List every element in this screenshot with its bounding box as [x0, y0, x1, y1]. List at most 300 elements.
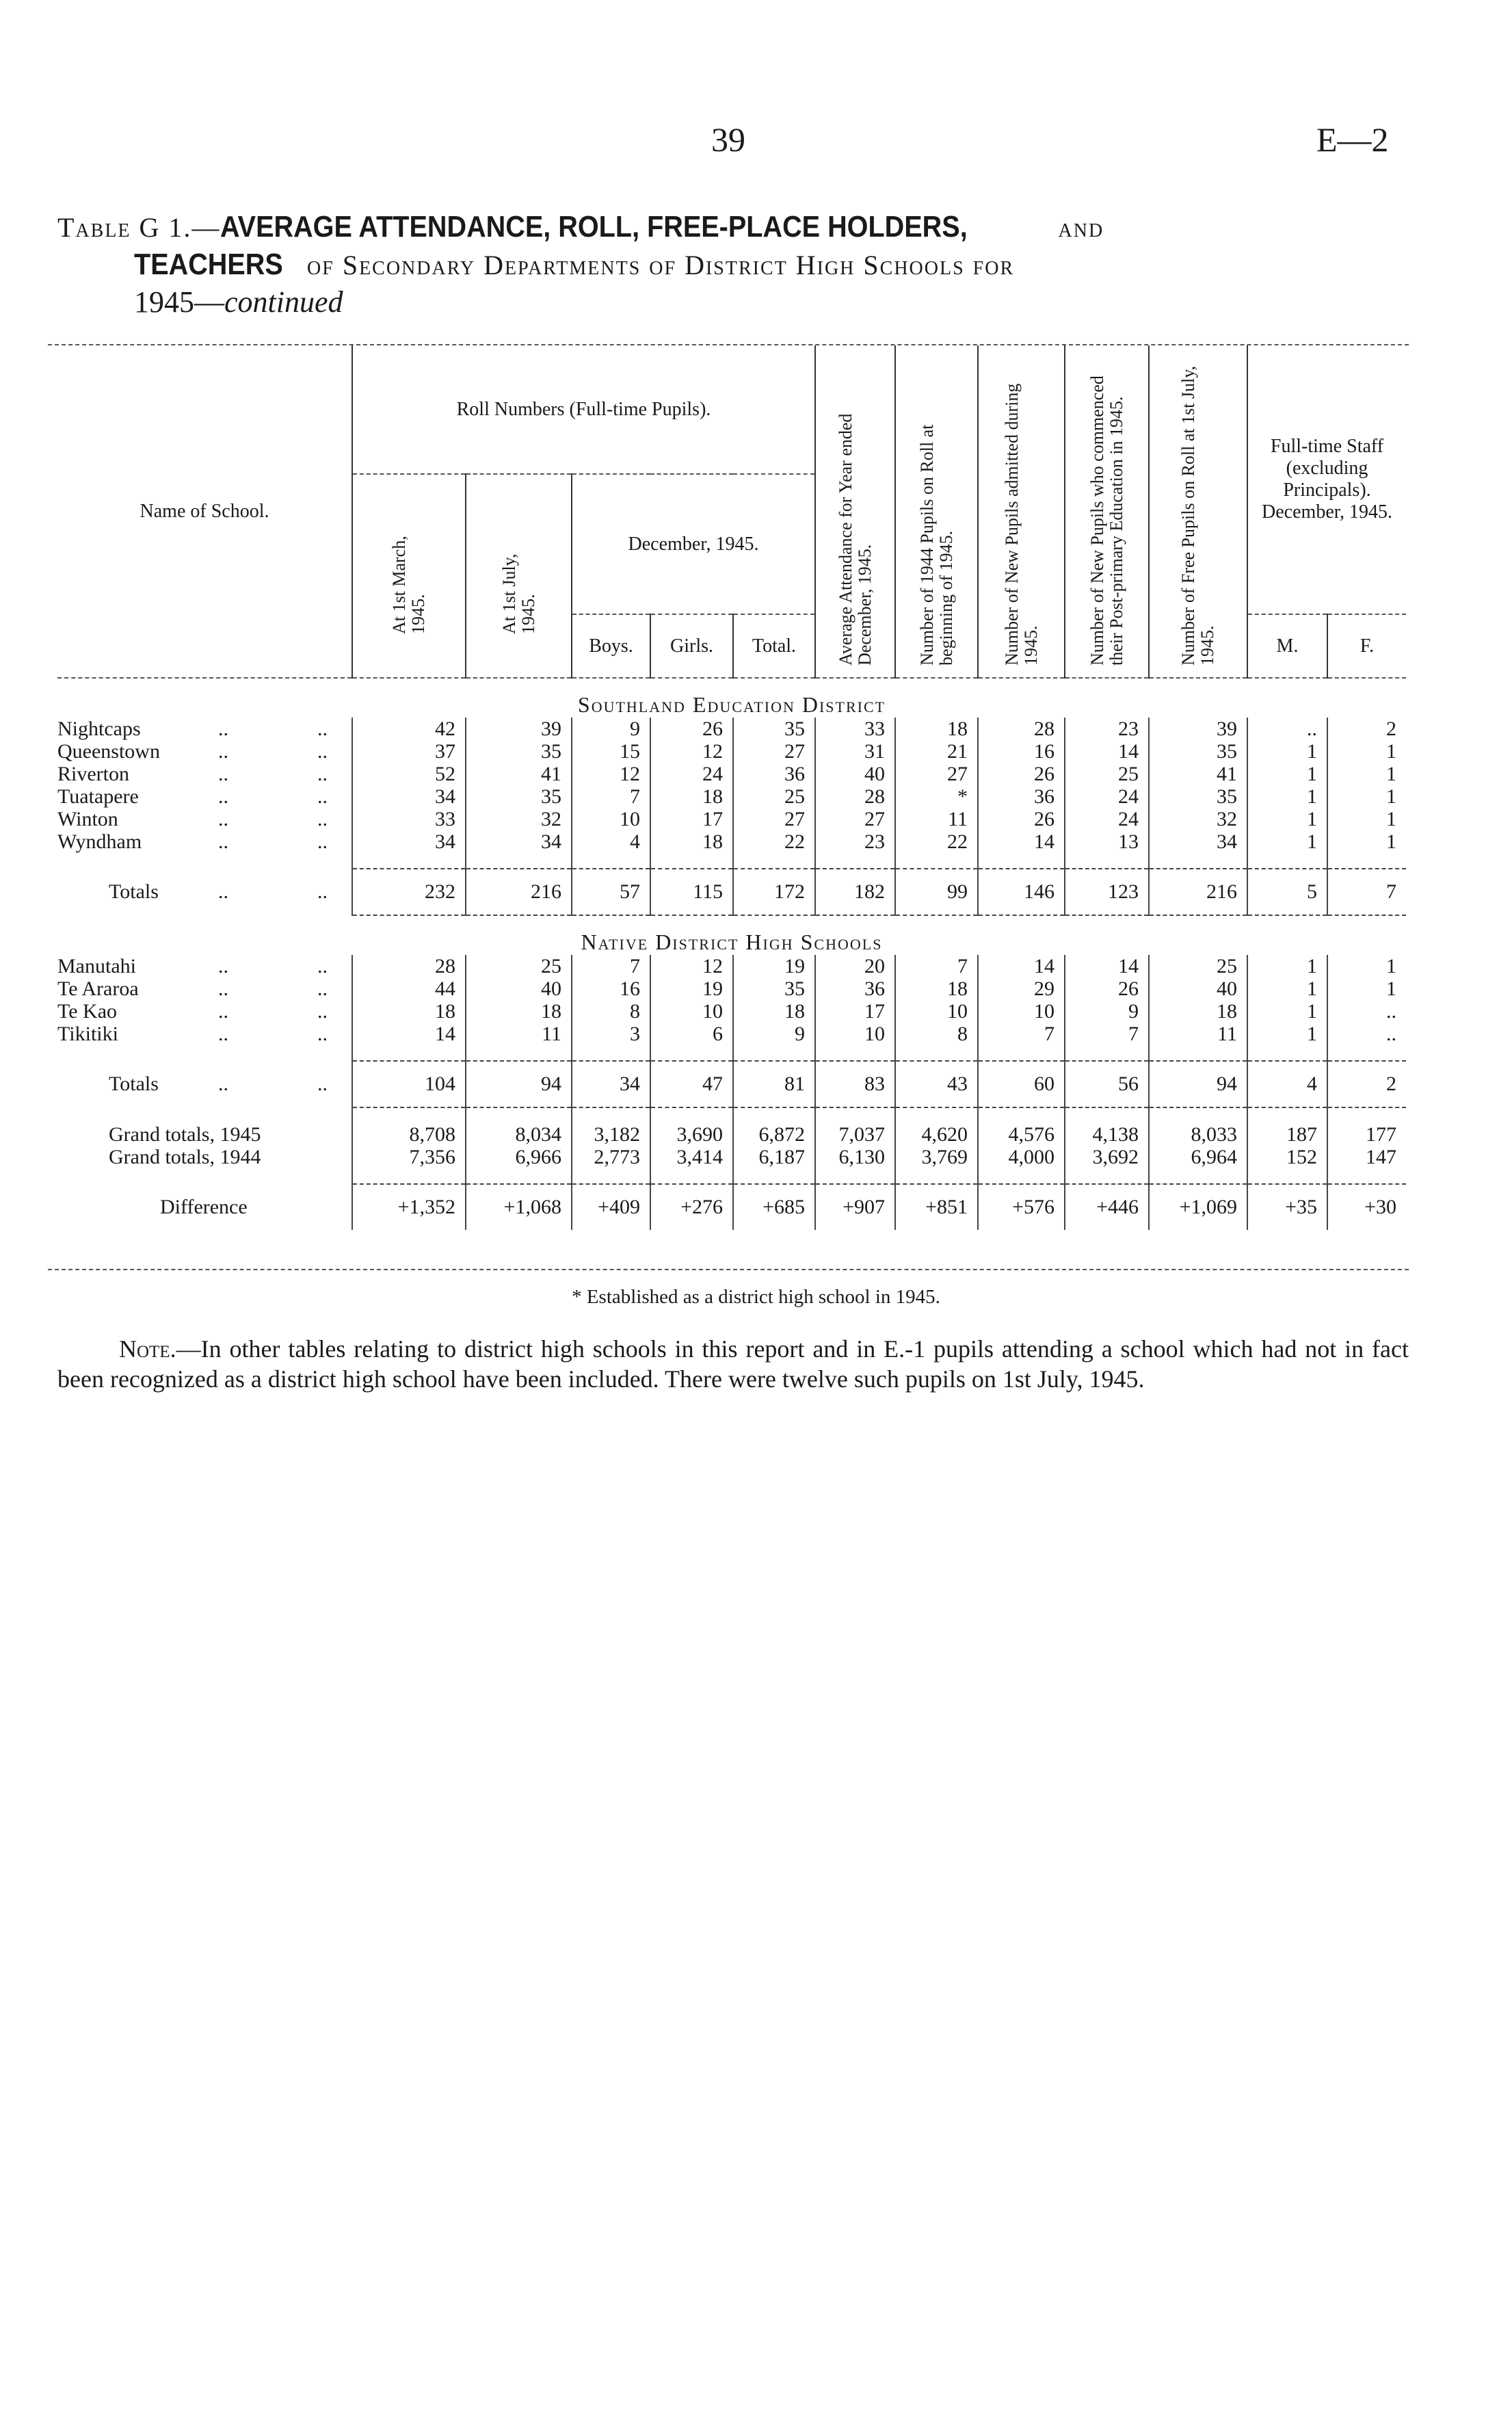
leader-dots: .. — [218, 1023, 228, 1045]
school-name: Riverton — [57, 763, 129, 785]
spacer — [1327, 1107, 1406, 1123]
cell-value: 14 — [1065, 740, 1149, 763]
cell-value: 1 — [1327, 830, 1406, 853]
header-boys: Boys. — [572, 614, 650, 678]
spacer — [572, 1045, 650, 1061]
row-label — [57, 1061, 352, 1107]
row-label — [57, 1023, 352, 1045]
cell-value: 25 — [1149, 955, 1247, 977]
cell-value: 11 — [1149, 1023, 1247, 1045]
cell-value: 24 — [1065, 785, 1149, 808]
cell-value: 33 — [815, 718, 895, 740]
cell-value: 1 — [1247, 763, 1327, 785]
series-code: E—2 — [1316, 120, 1389, 159]
header-full-time-staff: Full-time Staff (excluding Principals). December, 1945. — [1247, 345, 1406, 614]
cell-value: 43 — [895, 1061, 978, 1107]
spacer — [650, 1168, 733, 1184]
cell-value: 32 — [1149, 808, 1247, 830]
cell-value: 6,872 — [733, 1123, 815, 1146]
leader-dots: .. — [317, 977, 328, 1000]
cell-value: 39 — [1149, 718, 1247, 740]
cell-value: 9 — [733, 1023, 815, 1045]
cell-value: 2 — [1327, 1061, 1406, 1107]
cell-value: 28 — [815, 785, 895, 808]
table-row — [57, 740, 1406, 763]
cell-value: 18 — [895, 718, 978, 740]
leader-dots: .. — [317, 740, 328, 763]
header-total: Total. — [733, 614, 815, 678]
cell-value: 18 — [1149, 1000, 1247, 1023]
cell-value: 18 — [466, 1000, 572, 1023]
cell-value: 14 — [352, 1023, 466, 1045]
cell-value: 8,034 — [466, 1123, 572, 1146]
row-label — [57, 955, 352, 977]
row-label — [57, 808, 352, 830]
cell-value: 1 — [1327, 955, 1406, 977]
cell-value: 56 — [1065, 1061, 1149, 1107]
spacer — [895, 853, 978, 869]
cell-value: 94 — [1149, 1061, 1247, 1107]
cell-value: 1 — [1327, 808, 1406, 830]
row-label — [57, 785, 352, 808]
spacer — [815, 1045, 895, 1061]
spacer — [1149, 1045, 1247, 1061]
cell-value: 12 — [650, 955, 733, 977]
spacer — [1327, 853, 1406, 869]
title-year: 1945— — [134, 285, 224, 319]
cell-value: 10 — [572, 808, 650, 830]
cell-value: 28 — [352, 955, 466, 977]
cell-value: 99 — [895, 869, 978, 915]
grand-totals-row — [57, 1146, 1406, 1168]
cell-value: 24 — [650, 763, 733, 785]
cell-value: 35 — [1149, 785, 1247, 808]
cell-value: 18 — [895, 977, 978, 1000]
cell-value: 4 — [572, 830, 650, 853]
spacer — [466, 1107, 572, 1123]
cell-value: 10 — [815, 1023, 895, 1045]
cell-value: 6,966 — [466, 1146, 572, 1168]
spacer — [1149, 853, 1247, 869]
spacer — [352, 1045, 466, 1061]
cell-value: +1,352 — [352, 1184, 466, 1230]
cell-value: 35 — [733, 718, 815, 740]
cell-value: 123 — [1065, 869, 1149, 915]
header-1944-pupils: Number of 1944 Pupils on Roll at beginning of 1945. — [916, 424, 956, 666]
cell-value: +446 — [1065, 1184, 1149, 1230]
header-new-pupils: Number of New Pupils admitted during 1945. — [1001, 383, 1041, 666]
totals-row — [57, 869, 1406, 915]
cell-value: 1 — [1327, 977, 1406, 1000]
table-title — [57, 209, 1411, 321]
leader-dots: .. — [317, 808, 328, 830]
cell-value: 35 — [733, 977, 815, 1000]
cell-value: 187 — [1247, 1123, 1327, 1146]
cell-value: 1 — [1327, 785, 1406, 808]
title-and: and — [1058, 212, 1104, 243]
spacer — [466, 853, 572, 869]
cell-value: 4,000 — [978, 1146, 1065, 1168]
leader-dots: .. — [317, 1073, 328, 1095]
cell-value: 18 — [733, 1000, 815, 1023]
cell-value: +685 — [733, 1184, 815, 1230]
cell-value: 8,708 — [352, 1123, 466, 1146]
leader-dots: .. — [317, 1023, 328, 1045]
cell-value: 37 — [352, 740, 466, 763]
cell-value: 25 — [466, 955, 572, 977]
cell-value: 29 — [978, 977, 1065, 1000]
cell-value: +35 — [1247, 1184, 1327, 1230]
spacer — [733, 1168, 815, 1184]
school-name: Totals — [109, 880, 159, 903]
cell-value: 25 — [1065, 763, 1149, 785]
cell-value: 9 — [1065, 1000, 1149, 1023]
table-row — [57, 955, 1406, 977]
spacer — [650, 853, 733, 869]
cell-value: +409 — [572, 1184, 650, 1230]
cell-value: +851 — [895, 1184, 978, 1230]
cell-value: +30 — [1327, 1184, 1406, 1230]
spacer — [895, 1168, 978, 1184]
cell-value: 21 — [895, 740, 978, 763]
spacer — [1327, 1045, 1406, 1061]
cell-value: 83 — [815, 1061, 895, 1107]
spacer — [978, 1168, 1065, 1184]
spacer — [1247, 853, 1327, 869]
spacer — [978, 1045, 1065, 1061]
leader-dots: .. — [317, 1000, 328, 1023]
cell-value: .. — [1327, 1023, 1406, 1045]
header-roll-numbers: Roll Numbers (Full-time Pupils). — [352, 345, 815, 474]
school-name: Winton — [57, 808, 118, 830]
cell-value: 4,620 — [895, 1123, 978, 1146]
leader-dots: .. — [317, 880, 328, 903]
totals-row — [57, 1061, 1406, 1107]
cell-value: 81 — [733, 1061, 815, 1107]
cell-value: 47 — [650, 1061, 733, 1107]
leader-dots: .. — [317, 955, 328, 977]
spacer — [733, 853, 815, 869]
cell-value: +276 — [650, 1184, 733, 1230]
leader-dots: .. — [218, 785, 228, 808]
row-label — [57, 1000, 352, 1023]
rule-row — [57, 853, 1406, 869]
title-bold-2: TEACHERS — [134, 248, 283, 281]
cell-value: 4 — [1247, 1061, 1327, 1107]
section-heading — [57, 678, 1406, 718]
cell-value: 6,130 — [815, 1146, 895, 1168]
leader-dots: .. — [317, 785, 328, 808]
cell-value: +1,068 — [466, 1184, 572, 1230]
cell-value: 10 — [895, 1000, 978, 1023]
cell-value: 3,769 — [895, 1146, 978, 1168]
spacer — [978, 853, 1065, 869]
note-label: Note. — [119, 1335, 176, 1363]
table-bottom-rule — [48, 1269, 1409, 1270]
row-label — [57, 830, 352, 853]
cell-value: 26 — [1065, 977, 1149, 1000]
leader-dots: .. — [218, 955, 228, 977]
cell-value: 8,033 — [1149, 1123, 1247, 1146]
section-heading — [57, 915, 1406, 955]
cell-value: 32 — [466, 808, 572, 830]
cell-value: 1 — [1247, 830, 1327, 853]
table-row — [57, 785, 1406, 808]
spacer — [1247, 1168, 1327, 1184]
table-row — [57, 808, 1406, 830]
cell-value: 216 — [1149, 869, 1247, 915]
cell-value: 6,187 — [733, 1146, 815, 1168]
row-label — [57, 977, 352, 1000]
row-label — [57, 763, 352, 785]
cell-value: 52 — [352, 763, 466, 785]
header-staff-m: M. — [1247, 614, 1327, 678]
spacer — [1065, 1045, 1149, 1061]
cell-value: 6 — [650, 1023, 733, 1045]
cell-value: 18 — [650, 785, 733, 808]
leader-dots: .. — [317, 718, 328, 740]
cell-value: 41 — [1149, 763, 1247, 785]
cell-value: 13 — [1065, 830, 1149, 853]
leader-dots: .. — [218, 977, 228, 1000]
spacer — [466, 1045, 572, 1061]
spacer — [1247, 1045, 1327, 1061]
cell-value: 24 — [1065, 808, 1149, 830]
header-at-1st-march: At 1st March, 1945. — [389, 536, 428, 634]
cell-value: 22 — [733, 830, 815, 853]
cell-value: 5 — [1247, 869, 1327, 915]
cell-value: 14 — [1065, 955, 1149, 977]
table-row — [57, 763, 1406, 785]
school-name: Te Kao — [57, 1000, 118, 1023]
rule-row — [57, 1107, 1406, 1123]
cell-value: 8 — [895, 1023, 978, 1045]
title-continued: continued — [224, 285, 343, 319]
cell-value: 12 — [650, 740, 733, 763]
cell-value: 40 — [466, 977, 572, 1000]
cell-value: 7 — [1065, 1023, 1149, 1045]
spacer — [57, 1168, 352, 1184]
cell-value: 7,037 — [815, 1123, 895, 1146]
table-row — [57, 1000, 1406, 1023]
cell-value: 152 — [1247, 1146, 1327, 1168]
cell-value: 1 — [1327, 763, 1406, 785]
cell-value: 18 — [650, 830, 733, 853]
cell-value: 1 — [1247, 955, 1327, 977]
leader-dots: .. — [218, 808, 228, 830]
leader-dots: .. — [218, 718, 228, 740]
leader-dots: .. — [218, 740, 228, 763]
cell-value: 36 — [815, 977, 895, 1000]
cell-value: +576 — [978, 1184, 1065, 1230]
spacer — [815, 853, 895, 869]
cell-value: 19 — [650, 977, 733, 1000]
school-name: Totals — [109, 1073, 159, 1095]
cell-value: 41 — [466, 763, 572, 785]
leader-dots: .. — [218, 880, 228, 903]
cell-value: +907 — [815, 1184, 895, 1230]
cell-value: 1 — [1247, 785, 1327, 808]
cell-value: 7 — [978, 1023, 1065, 1045]
spacer — [1065, 1107, 1149, 1123]
cell-value: 216 — [466, 869, 572, 915]
cell-value: 27 — [895, 763, 978, 785]
spacer — [57, 1107, 352, 1123]
cell-value: 44 — [352, 977, 466, 1000]
cell-value: +1,069 — [1149, 1184, 1247, 1230]
spacer — [1065, 1168, 1149, 1184]
spacer — [1149, 1107, 1247, 1123]
cell-value: 27 — [733, 808, 815, 830]
leader-dots: .. — [218, 1000, 228, 1023]
cell-value: 10 — [978, 1000, 1065, 1023]
cell-value: 34 — [466, 830, 572, 853]
spacer — [57, 1045, 352, 1061]
cell-value: 27 — [733, 740, 815, 763]
rule-row — [57, 1045, 1406, 1061]
cell-value: 10 — [650, 1000, 733, 1023]
header-average-attendance: Average Attendance for Year ended December, 1945. — [835, 413, 875, 666]
cell-value: 33 — [352, 808, 466, 830]
spacer — [57, 853, 352, 869]
spacer — [1065, 853, 1149, 869]
spacer — [895, 1045, 978, 1061]
cell-value: 94 — [466, 1061, 572, 1107]
cell-value: 15 — [572, 740, 650, 763]
cell-value: 16 — [572, 977, 650, 1000]
table-row — [57, 1023, 1406, 1045]
school-name: Grand totals, 1945 — [109, 1123, 261, 1146]
cell-value: 2,773 — [572, 1146, 650, 1168]
header-at-1st-july: At 1st July, 1945. — [499, 553, 538, 634]
cell-value: 26 — [978, 808, 1065, 830]
cell-value: 2 — [1327, 718, 1406, 740]
cell-value: 14 — [978, 830, 1065, 853]
title-rest: of Secondary Departments of District High Schools for — [307, 250, 1015, 280]
row-label — [57, 869, 352, 915]
cell-value: 27 — [815, 808, 895, 830]
row-label — [57, 718, 352, 740]
leader-dots: .. — [317, 830, 328, 853]
cell-value: 40 — [815, 763, 895, 785]
cell-value: 1 — [1247, 1023, 1327, 1045]
school-name: Te Araroa — [57, 977, 139, 1000]
spacer — [1149, 1168, 1247, 1184]
cell-value: 20 — [815, 955, 895, 977]
leader-dots: .. — [218, 830, 228, 853]
cell-value: 57 — [572, 869, 650, 915]
cell-value: 26 — [650, 718, 733, 740]
cell-value: 104 — [352, 1061, 466, 1107]
cell-value: 34 — [1149, 830, 1247, 853]
leader-dots: .. — [317, 763, 328, 785]
cell-value: 7,356 — [352, 1146, 466, 1168]
cell-value: 177 — [1327, 1123, 1406, 1146]
cell-value: 1 — [1327, 740, 1406, 763]
school-name: Tuatapere — [57, 785, 139, 808]
cell-value: .. — [1247, 718, 1327, 740]
school-name: Wyndham — [57, 830, 142, 853]
cell-value: 146 — [978, 869, 1065, 915]
cell-value: 17 — [650, 808, 733, 830]
cell-value: 19 — [733, 955, 815, 977]
cell-value: 25 — [733, 785, 815, 808]
row-label — [57, 1123, 352, 1146]
cell-value: 35 — [1149, 740, 1247, 763]
title-prefix: Table G 1.— — [57, 212, 221, 243]
cell-value: 60 — [978, 1061, 1065, 1107]
footnote: * Established as a district high school in 1945. — [572, 1286, 940, 1308]
spacer — [733, 1107, 815, 1123]
spacer — [815, 1168, 895, 1184]
school-name: Tikitiki — [57, 1023, 118, 1045]
spacer — [352, 1107, 466, 1123]
spacer — [815, 1107, 895, 1123]
cell-value: 11 — [895, 808, 978, 830]
cell-value: 3,414 — [650, 1146, 733, 1168]
note-text: —In other tables relating to district high schools in this report and in E.-1 pupils attending a school which had not in fact been recognized as a district high school have been included. There were twelve such pupils on 1st July, 1945. — [57, 1335, 1409, 1393]
header-december-1945: December, 1945. — [572, 474, 815, 614]
cell-value: 17 — [815, 1000, 895, 1023]
cell-value: 8 — [572, 1000, 650, 1023]
spacer — [352, 1168, 466, 1184]
cell-value: 172 — [733, 869, 815, 915]
cell-value: 35 — [466, 785, 572, 808]
title-bold-1: AVERAGE ATTENDANCE, ROLL, FREE-PLACE HOLDERS, — [220, 210, 968, 244]
spacer — [895, 1107, 978, 1123]
cell-value: 14 — [978, 955, 1065, 977]
spacer — [978, 1107, 1065, 1123]
header-girls: Girls. — [650, 614, 733, 678]
school-name: Nightcaps — [57, 718, 141, 740]
cell-value: 1 — [1247, 808, 1327, 830]
cell-value: 6,964 — [1149, 1146, 1247, 1168]
cell-value: 36 — [978, 785, 1065, 808]
page-number: 39 — [711, 120, 745, 159]
school-name: Difference — [160, 1195, 248, 1218]
row-label — [57, 1184, 352, 1230]
cell-value: 31 — [815, 740, 895, 763]
grand-totals-row — [57, 1123, 1406, 1146]
header-post-primary: Number of New Pupils who commenced their Post-primary Education in 1945. — [1087, 375, 1126, 666]
note-paragraph — [57, 1334, 1409, 1394]
cell-value: 7 — [895, 955, 978, 977]
cell-value: 28 — [978, 718, 1065, 740]
cell-value: 7 — [572, 955, 650, 977]
cell-value: 23 — [1065, 718, 1149, 740]
cell-value: 22 — [895, 830, 978, 853]
cell-value: 12 — [572, 763, 650, 785]
cell-value: 39 — [466, 718, 572, 740]
leader-dots: .. — [218, 1073, 228, 1095]
cell-value: .. — [1327, 1000, 1406, 1023]
cell-value: 40 — [1149, 977, 1247, 1000]
cell-value: 3,182 — [572, 1123, 650, 1146]
spacer — [733, 1045, 815, 1061]
cell-value: 1 — [1247, 977, 1327, 1000]
cell-value: 7 — [572, 785, 650, 808]
spacer — [572, 1107, 650, 1123]
cell-value: 147 — [1327, 1146, 1406, 1168]
header-free-pupils: Number of Free Pupils on Roll at 1st July, 1945. — [1178, 365, 1217, 666]
table-row — [57, 718, 1406, 740]
cell-value: * — [895, 785, 978, 808]
spacer — [1247, 1107, 1327, 1123]
spacer — [466, 1168, 572, 1184]
cell-value: 16 — [978, 740, 1065, 763]
spacer — [352, 853, 466, 869]
cell-value: 18 — [352, 1000, 466, 1023]
